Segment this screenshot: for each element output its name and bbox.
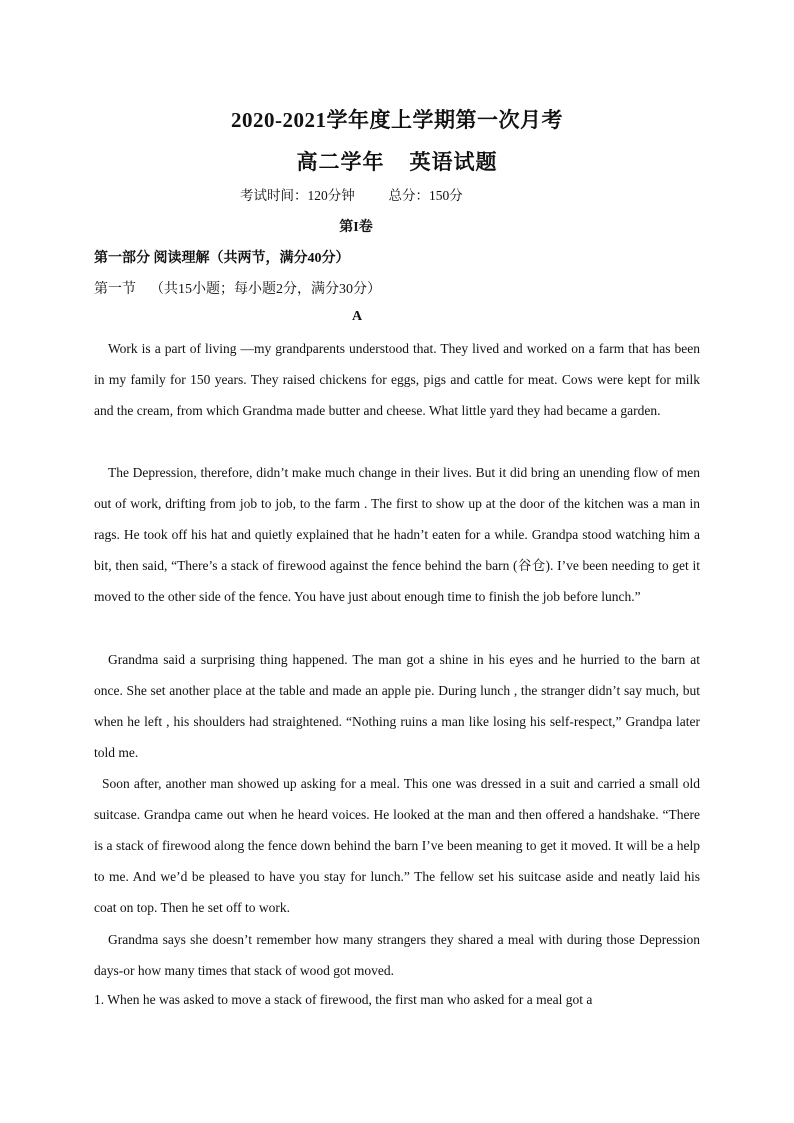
section-heading: 第一节 （共15小题；每小题2分，满分30分） xyxy=(94,282,381,297)
question-1: 1. When he was asked to move a stack of firewood, the first man who asked for a meal got a xyxy=(94,992,593,1007)
exam-info: 考试时间：120分钟 总分：150分 xyxy=(240,188,463,203)
passage-paragraph: Work is a part of living —my grandparents understood that. They lived and worked on a farm that has been in my family for 150 years. They raised chickens for eggs, pigs and cattle for meat. Cows were kept for milk and the cream, from which Grandma made butter and cheese. What little yard they had became a garden. xyxy=(94,341,700,418)
passage-paragraph: Soon after, another man showed up asking for a meal. This one was dressed in a suit and carried a small old suitcase. Grandpa came out when he heard voices. He looked at the man and then offered a handshake. “There is a stack of firewood along the fence down behind the barn I’ve been meaning to get it moved. It will be a help to me. And we’d be pleased to have you stay for lunch.” The fellow set his suitcase aside and neatly laid his coat on top. Then he set off to work. xyxy=(94,776,700,915)
exam-title: 2020-2021学年度上学期第一次月考 xyxy=(231,108,563,132)
part-heading: 第一部分 阅读理解（共两节，满分40分） xyxy=(94,251,350,266)
exam-subtitle: 高二学年 英语试题 xyxy=(296,150,498,174)
passage-label: A xyxy=(351,309,363,324)
passage-paragraph: The Depression, therefore, didn’t make much change in their lives. But it did bring an unending flow of men out of work, drifting from job to job, to the farm . The first to show up at the door of the kitchen was a man in rags. He took off his hat and quietly explained that he hadn’t eaten for a while. Grandpa stood watching him a bit, then said, “There’s a stack of firewood against the fence behind the barn (谷仓). I’ve been needing to get it moved to the other side of the fence. You have just about enough time to finish the job before lunch.” xyxy=(94,465,700,604)
volume-heading: 第I卷 xyxy=(339,220,373,235)
passage-paragraph: Grandma said a surprising thing happened. The man got a shine in his eyes and he hurried to the barn at once. She set another place at the table and made an apple pie. During lunch , the stranger didn’t say much, but when he left , his shoulders had straightened. “Nothing ruins a man like losing his self-respect,” Grandpa later told me. xyxy=(94,652,700,760)
passage-paragraph: Grandma says she doesn’t remember how many strangers they shared a meal with during those Depression days-or how many times that stack of wood got moved. xyxy=(94,932,700,978)
